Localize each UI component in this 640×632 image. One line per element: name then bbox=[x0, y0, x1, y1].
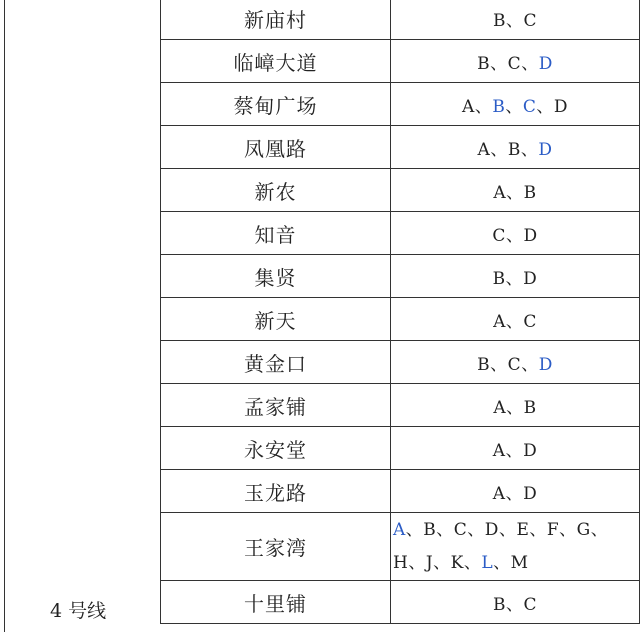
separator: 、 bbox=[433, 552, 451, 573]
separator: 、 bbox=[463, 552, 482, 573]
exit-code: E bbox=[516, 519, 530, 540]
exit-code: L bbox=[481, 552, 494, 573]
table-left-border bbox=[4, 0, 5, 632]
exit-code: A bbox=[462, 96, 475, 117]
exit-codes bbox=[391, 470, 640, 513]
exit-code: C bbox=[453, 519, 468, 540]
exit-code: D bbox=[538, 354, 553, 375]
exit-code: B bbox=[492, 594, 506, 615]
exit-codes bbox=[391, 0, 640, 40]
exit-code: D bbox=[523, 225, 538, 246]
exit-code: A bbox=[492, 440, 506, 461]
station-name: 新天 bbox=[161, 298, 391, 341]
station-name: 集贤 bbox=[161, 255, 391, 298]
table-row bbox=[161, 513, 640, 581]
exit-code: F bbox=[546, 519, 560, 540]
separator: 、 bbox=[506, 182, 524, 203]
station-name: 十里铺 bbox=[161, 581, 391, 624]
station-name: 新农 bbox=[161, 169, 391, 212]
exit-code: B bbox=[477, 53, 491, 74]
station-name: 凤凰路 bbox=[161, 126, 391, 169]
station-name: 玉龙路 bbox=[161, 470, 391, 513]
exit-code: A bbox=[493, 311, 506, 332]
exit-codes bbox=[391, 341, 640, 384]
exit-code: D bbox=[538, 139, 553, 160]
exit-code: C bbox=[522, 96, 537, 117]
exit-code: D bbox=[523, 440, 538, 461]
table-row bbox=[161, 255, 640, 298]
exit-code: K bbox=[450, 552, 464, 573]
table-row bbox=[161, 298, 640, 341]
table-row bbox=[161, 470, 640, 513]
station-name: 知音 bbox=[161, 212, 391, 255]
exit-code: C bbox=[492, 225, 506, 246]
exit-code: J bbox=[425, 552, 434, 573]
exit-code: C bbox=[523, 311, 537, 332]
separator: 、 bbox=[505, 311, 524, 332]
separator: 、 bbox=[520, 139, 539, 160]
station-name: 王家湾 bbox=[161, 513, 391, 581]
exit-codes bbox=[391, 298, 640, 341]
separator: 、 bbox=[498, 519, 517, 540]
separator: 、 bbox=[408, 552, 426, 573]
separator: 、 bbox=[521, 354, 539, 375]
exit-codes bbox=[391, 513, 640, 581]
separator: 、 bbox=[505, 440, 524, 461]
exit-code: C bbox=[523, 594, 537, 615]
separator: 、 bbox=[590, 519, 609, 540]
exit-code: A bbox=[492, 483, 506, 504]
exit-code: B bbox=[523, 182, 537, 203]
exit-codes bbox=[391, 255, 640, 298]
exit-code: G bbox=[576, 519, 591, 540]
exit-codes bbox=[391, 581, 640, 624]
separator: 、 bbox=[474, 96, 493, 117]
station-name: 临嶂大道 bbox=[161, 40, 391, 83]
table-row bbox=[161, 427, 640, 470]
separator: 、 bbox=[506, 397, 524, 418]
exit-codes bbox=[391, 83, 640, 126]
separator: 、 bbox=[505, 594, 524, 615]
line-label: 4 号线 bbox=[50, 600, 107, 622]
table-row bbox=[161, 169, 640, 212]
exit-code: B bbox=[492, 96, 506, 117]
separator: 、 bbox=[521, 53, 539, 74]
exit-code: B bbox=[523, 397, 537, 418]
separator: 、 bbox=[490, 53, 508, 74]
station-name: 黄金口 bbox=[161, 341, 391, 384]
exit-code: D bbox=[484, 519, 499, 540]
table-row bbox=[161, 83, 640, 126]
table-row bbox=[161, 212, 640, 255]
exit-code: H bbox=[393, 552, 409, 573]
separator: 、 bbox=[505, 225, 524, 246]
exit-codes bbox=[391, 384, 640, 427]
exit-code: A bbox=[493, 397, 507, 418]
table-row bbox=[161, 581, 640, 624]
separator: 、 bbox=[493, 552, 511, 573]
exit-code: D bbox=[553, 96, 568, 117]
separator: 、 bbox=[505, 10, 524, 31]
table-row bbox=[161, 126, 640, 169]
exit-code: D bbox=[538, 53, 553, 74]
exit-codes bbox=[391, 126, 640, 169]
exit-code: B bbox=[507, 139, 521, 160]
station-name: 孟家铺 bbox=[161, 384, 391, 427]
exit-codes bbox=[391, 427, 640, 470]
exit-code: D bbox=[523, 268, 538, 289]
separator: 、 bbox=[505, 96, 523, 117]
separator: 、 bbox=[529, 519, 547, 540]
separator: 、 bbox=[436, 519, 454, 540]
exit-code: B bbox=[492, 268, 506, 289]
separator: 、 bbox=[490, 354, 508, 375]
exit-code: D bbox=[523, 483, 538, 504]
exit-code: B bbox=[423, 519, 437, 540]
separator: 、 bbox=[505, 483, 524, 504]
separator: 、 bbox=[505, 268, 524, 289]
exit-codes bbox=[391, 212, 640, 255]
exit-code: C bbox=[507, 354, 522, 375]
exit-code: A bbox=[493, 182, 507, 203]
exit-code: B bbox=[492, 10, 506, 31]
separator: 、 bbox=[490, 139, 508, 160]
exit-code: A bbox=[477, 139, 491, 160]
exit-code: A bbox=[393, 519, 406, 540]
separator: 、 bbox=[536, 96, 554, 117]
exit-code: C bbox=[523, 10, 537, 31]
exit-codes bbox=[391, 169, 640, 212]
station-name: 蔡甸广场 bbox=[161, 83, 391, 126]
station-name: 新庙村 bbox=[161, 0, 391, 40]
table-row bbox=[161, 40, 640, 83]
station-name: 永安堂 bbox=[161, 427, 391, 470]
exit-codes bbox=[391, 40, 640, 83]
station-exit-table bbox=[160, 0, 640, 624]
station-rows bbox=[161, 0, 640, 624]
table-row bbox=[161, 341, 640, 384]
table-row bbox=[161, 0, 640, 40]
exit-code: M bbox=[510, 552, 529, 573]
separator: 、 bbox=[405, 519, 424, 540]
separator: 、 bbox=[467, 519, 485, 540]
exit-code: C bbox=[507, 53, 522, 74]
exit-code: B bbox=[477, 354, 491, 375]
separator: 、 bbox=[559, 519, 577, 540]
table-row bbox=[161, 384, 640, 427]
